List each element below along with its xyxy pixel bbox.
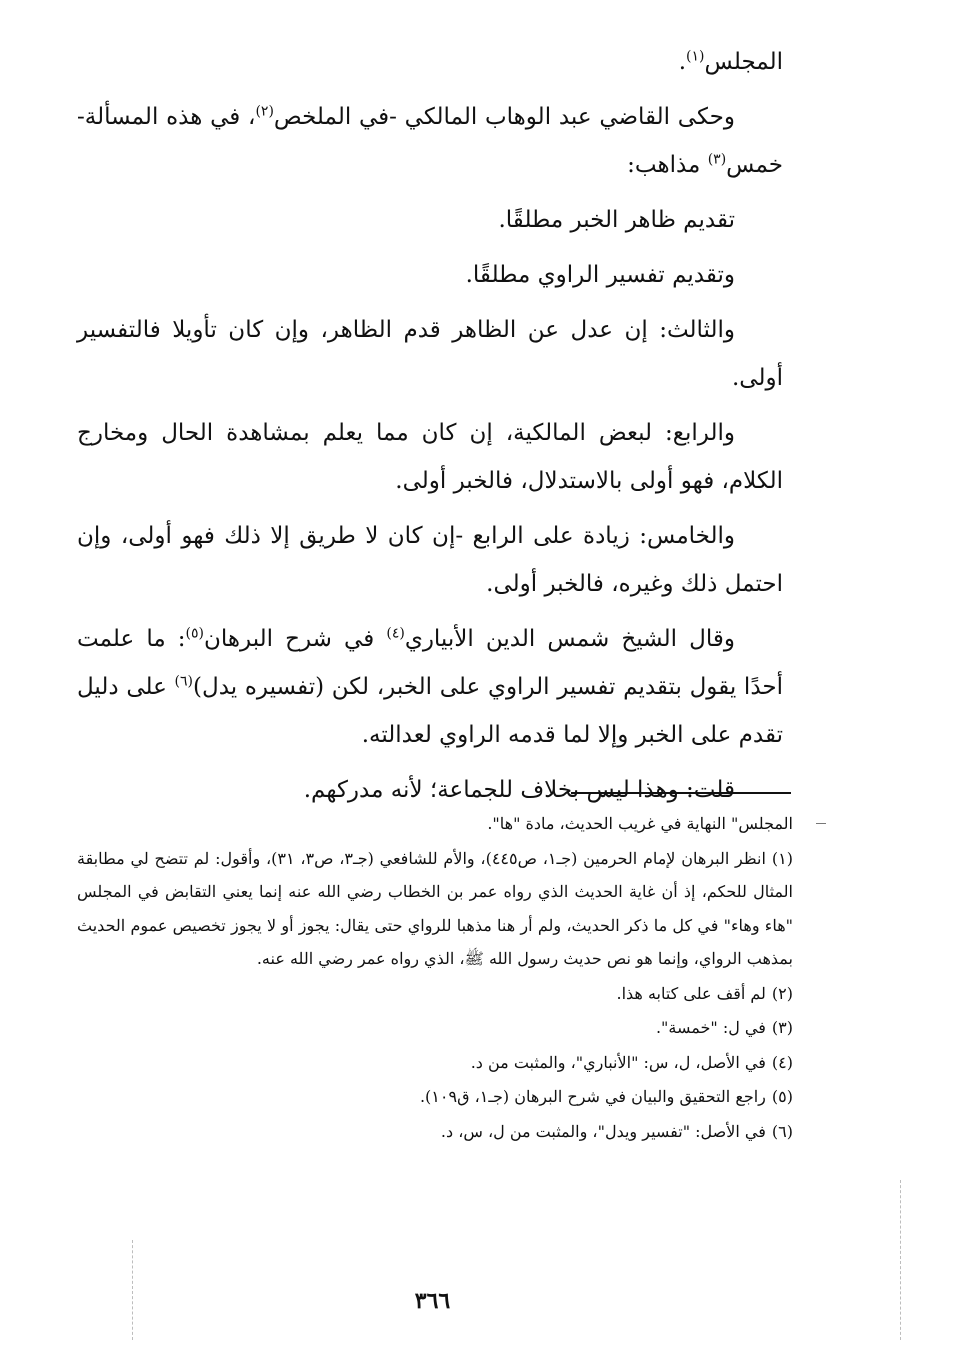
footnote-separator	[571, 792, 791, 794]
paragraph-3: تقديم ظاهر الخبر مطلقًا.	[498, 207, 735, 233]
paragraph-5: والثالث: إن عدل عن الظاهر قدم الظاهر، وإن كان تأويلا فالتفسير أولى.	[77, 317, 783, 391]
footnotes	[77, 807, 793, 1149]
paragraph-9: قلت: وهذا ليس بخلاف للجماعة؛ لأنه مدركهم.	[303, 777, 735, 803]
scan-artifact-left	[132, 1240, 133, 1340]
main-text	[77, 38, 783, 821]
footnote-6: (٦)في الأصل: "تفسير ويدل"، والمثبت من ل، س، د.	[440, 1121, 793, 1141]
footnote-4: (٤)في الأصل، ل، س: "الأنباري"، والمثبت من د.	[470, 1052, 793, 1072]
footnote-number: (٦)	[771, 1121, 793, 1141]
footnote-1: (١)انظر البرهان لإمام الحرمين (جـ١، ص٤٤٥)، والأم للشافعي (جـ٣، ص٣، ٣١)، وأقول: لم تتضح لي مطابقة المثال للحكم، إذ أن غاية الحديث الذي رواه عمر بن الخطاب رضي الله عنه إنما يعني التقابض في المجلس "هاء وهاء" في كل ما ذكر الحديث، ولم أر هنا مذهبا للرواي حتى يقال: يجوز أو لا يجوز تخصيص عموم الحديث بمذهب الرواي، وإنما هو نص حديث رسول الله ﷺ، الذي رواه عمر رضي الله عنه.	[77, 848, 793, 968]
footnote-2: (٢)لم أقف على كتابه هذا.	[616, 983, 793, 1003]
footnote-5: (٥)راجع التحقيق والبيان في شرح البرهان (جـ١، ق١٠٩).	[419, 1087, 793, 1106]
footnote-number: (١)	[771, 848, 793, 868]
footnote-number: (٤)	[771, 1052, 793, 1072]
footnote-3: (٣)في ل: "خمسة".	[655, 1018, 793, 1037]
footnote-ref-5: (٥)	[185, 625, 204, 642]
paragraph-4: وتقديم تفسير الراوي مطلقًا.	[465, 262, 735, 288]
scan-artifact-right	[900, 1180, 901, 1340]
paragraph-1: المجلس$^{(١)}$.	[678, 48, 783, 75]
footnote-ref-2: (٢)	[255, 103, 274, 120]
footnote-number: (٣)	[771, 1018, 793, 1037]
paragraph-6: والرابع: لبعض المالكية، إن كان مما يعلم بمشاهدة الحال ومخارج الكلام، فهو أولى بالاستدلال، فالخبر أولى.	[77, 420, 783, 494]
footnote-ref-6: (٦)	[174, 673, 194, 690]
footnote-ref-1: (١)	[686, 48, 705, 65]
page-number: ٣٦٦	[414, 1288, 451, 1314]
paragraph-2: وحكى القاضي عبد الوهاب المالكي -في الملخص$^{(٢)}$، في هذه المسألة- خمس$^{(٣)}$ مذاهب:	[77, 103, 783, 178]
footnote-ref-4: (٤)	[386, 625, 405, 642]
paragraph-7: والخامس: زيادة على الرابع -إن كان لا طريق إلا ذلك فهو أولى، وإن احتمل ذلك وغيره، فالخبر أولى.	[77, 523, 783, 597]
footnote-continuation: المجلس" النهاية في غريب الحديث، مادة "ها".	[487, 814, 793, 833]
footnote-number: (٢)	[771, 983, 793, 1003]
paragraph-8: وقال الشيخ شمس الدين الأبياري$^{(٤)}$ في شرح البرهان$^{(٥)}$: ما علمت أحدًا يقول بتقديم تفسير الراوي على الخبر، لكن (تفسيره يدل)$^{(٦)}$ على دليل تقدم على الخبر وإلا لما قدمه الراوي لعدالته.	[77, 625, 784, 748]
margin-mark	[816, 823, 826, 824]
footnote-ref-3: (٣)	[707, 151, 727, 168]
footnote-number: (٥)	[771, 1087, 793, 1106]
